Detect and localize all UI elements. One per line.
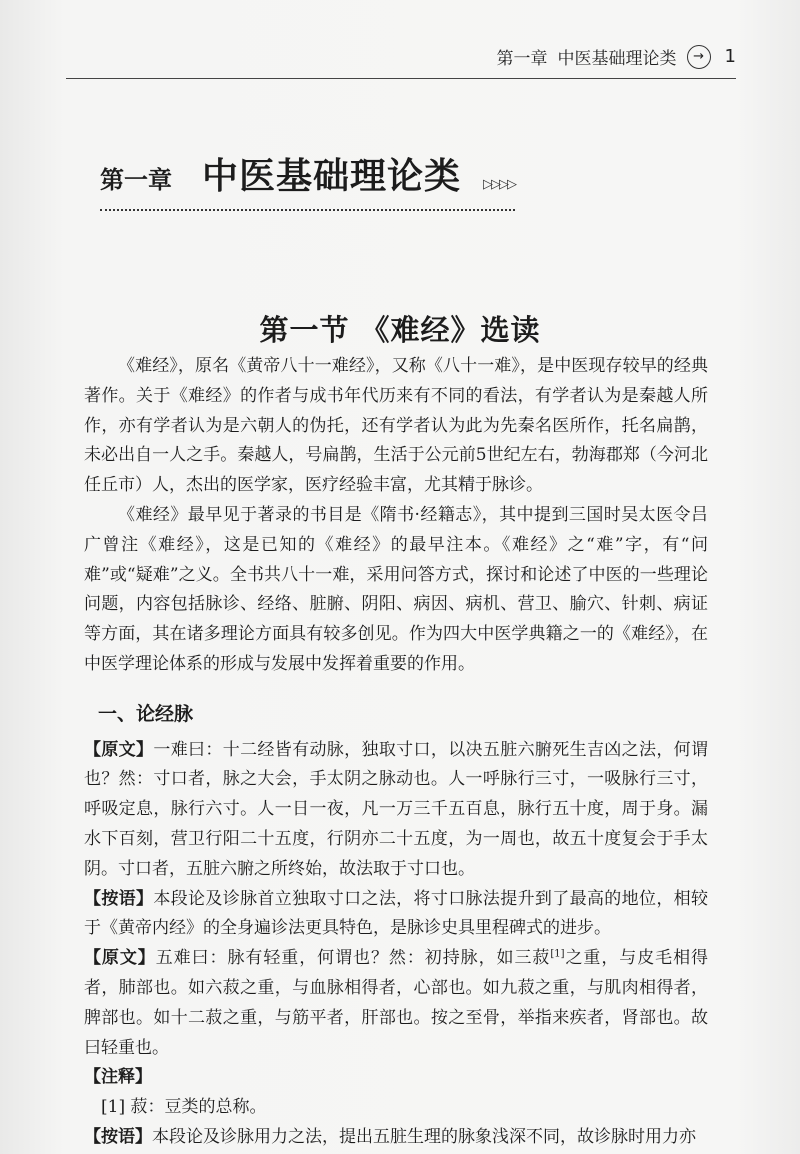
chapter-title: 中医基础理论类 <box>202 155 462 197</box>
running-header-chapter: 第一章 <box>496 49 548 69</box>
original-text-tag: 【原文】 <box>84 948 156 969</box>
commentary-text-1: 本段论及诊脉首立独取寸口之法，将寸口脉法提升到了最高的地位，相较于《黄帝内经》的全身遍诊法更具特色，是脉诊史具里程碑式的进步。 <box>84 888 709 939</box>
original-text-block-2 <box>84 944 708 1063</box>
original-text-block-1 <box>84 736 708 885</box>
intro-paragraph-2: 《难经》最早见于著录的书目是《隋书·经籍志》，其中提到三国时吴太医令吕广曾注《难经》，这是已知的《难经》的最早注本。《难经》之“难”字，有“问难”或“疑难”之义。全书共八十一难，采用问答方式，探讨和论述了中医的一些理论问题，内容包括脉诊、经络、脏腑、阴阳、病因、病机、营卫、腧穴、针刺、病证等方面，其在诸多理论方面具有较多创见。作为四大中医学典籍之一的《难经》，在中医学理论体系的形成与发展中发挥着重要的作用。 <box>84 504 708 674</box>
notes-tag: 【注释】 <box>84 1067 152 1088</box>
subsection-heading: 一、论经脉 <box>98 702 194 725</box>
section-title: 第一节 《难经》选读 <box>259 313 541 347</box>
commentary-tag: 【按语】 <box>84 888 154 909</box>
notes-heading <box>84 1063 708 1093</box>
body-text <box>84 352 708 1153</box>
commentary-text-2: 本段论及诊脉用力之法，提出五脏生理的脉象浅深不同，故诊脉时用力亦 <box>152 1126 696 1147</box>
header-rule <box>66 78 736 79</box>
commentary-block-2 <box>84 1123 708 1153</box>
intro-paragraph-1: 《难经》，原名《黄帝八十一难经》，又称《八十一难》，是中医现存较早的经典著作。关于《难经》的作者与成书年代历来有不同的看法，有学者认为是秦越人所作，亦有学者认为是六朝人的伪托，还有学者认为此为先秦名医所作，托名扁鹊，未必出自一人之手。秦越人，号扁鹊，生活于公元前5世纪左右，勃海郡郑（今河北任丘市）人，杰出的医学家，医疗经验丰富，尤其精于脉诊。 <box>84 356 708 496</box>
note-item-1: [1] 菽：豆类的总称。 <box>101 1097 267 1118</box>
arrow-right-icon: → <box>687 45 711 69</box>
commentary-tag: 【按语】 <box>84 1126 152 1147</box>
chapter-number: 第一章 <box>100 165 172 194</box>
original-text-1: 一难曰：十二经皆有动脉，独取寸口，以决五脏六腑死生吉凶之法，何谓也？然：寸口者，脉之大会，手太阴之脉动也。人一呼脉行三寸，一吸脉行三寸，呼吸定息，脉行六寸。人一日一夜，凡一万三千五百息，脉行五十度，周于身。漏水下百刻，营卫行阳二十五度，行阴亦二十五度，为一周也，故五十度复会于手太阴。寸口者，五脏六腑之所终始，故法取于寸口也。 <box>84 739 709 879</box>
chevrons-icon: ▷▷▷▷ <box>483 177 516 192</box>
footnote-ref: [1] <box>550 948 565 960</box>
original-text-tag: 【原文】 <box>84 739 154 760</box>
original-text-2b: 之重，与皮毛相得者，肺部也。如六菽之重，与血脉相得者，心部也。如九菽之重，与肌肉相得者，脾部也。如十二菽之重，与筋平者，肝部也。按之至骨，举指来疾者，肾部也。故曰轻重也。 <box>84 948 709 1058</box>
original-text-2a: 五难曰：脉有轻重，何谓也？然：初持脉，如三菽 <box>155 948 551 969</box>
running-header-title: 中医基础理论类 <box>557 49 677 69</box>
page-number: 1 <box>724 46 736 67</box>
running-header <box>497 44 736 69</box>
commentary-block-1 <box>84 885 708 945</box>
chapter-heading <box>100 148 515 211</box>
